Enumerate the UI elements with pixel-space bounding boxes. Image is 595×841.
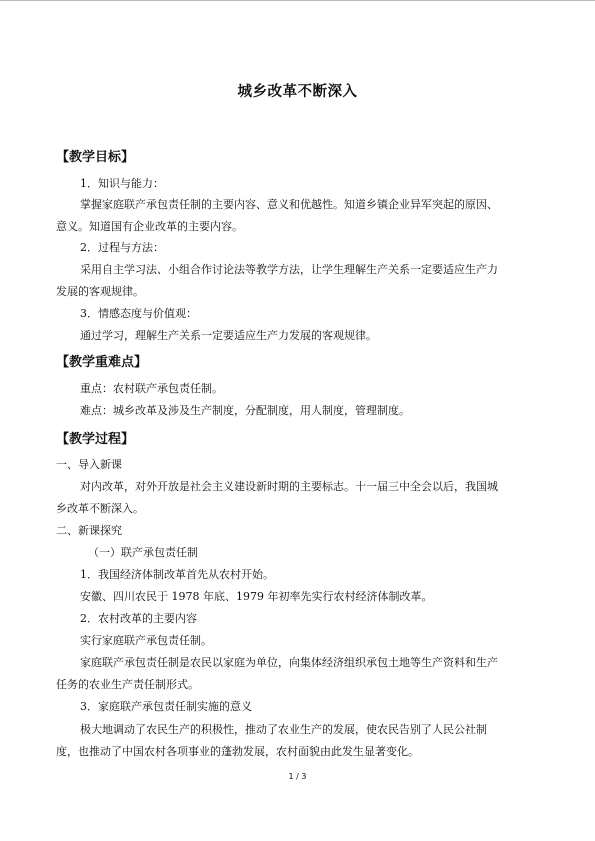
goal-item: 3．情感态度与价值观： (80, 307, 197, 320)
goal-item: 意义。知道国有企业改革的主要内容。 (56, 220, 243, 233)
process-item: 3．家庭联产承包责任制实施的意义 (80, 700, 252, 713)
keypoint-item: 重点：农村联产承包责任制。 (80, 382, 223, 395)
section-heading-keypoints: 【教学重难点】 (56, 355, 148, 370)
process-item: 任务的农业生产责任制形式。 (56, 678, 199, 691)
goal-item: 1．知识与能力： (80, 177, 164, 190)
process-item: 家庭联产承包责任制是农民以家庭为单位，向集体经济组织承包土地等生产资料和生产 (80, 656, 498, 669)
process-item: 度，也推动了中国农村各项事业的蓬勃发展，农村面貌由此发生显著变化。 (56, 745, 419, 758)
goal-item: 采用自主学习法、小组合作讨论法等教学方法，让学生理解生产关系一定要适应生产力 (80, 263, 498, 276)
process-item: 1．我国经济体制改革首先从农村开始。 (80, 568, 274, 581)
page-title: 城乡改革不断深入 (237, 84, 358, 100)
section-heading-goals: 【教学目标】 (56, 150, 135, 165)
process-item: 乡改革不断深入。 (56, 502, 144, 515)
process-item: 对内改革，对外开放是社会主义建设新时期的主要标志。十一届三中全会以后，我国城 (80, 480, 498, 493)
process-item: 一、导入新课 (56, 458, 122, 471)
process-item: 2．农村改革的主要内容 (80, 612, 197, 625)
header-rule (0, 0, 595, 1)
section-heading-process: 【教学过程】 (56, 432, 135, 447)
goal-item: 2．过程与方法： (80, 241, 164, 254)
goal-item: 通过学习，理解生产关系一定要适应生产力发展的客观规律。 (80, 329, 377, 342)
goal-item: 发展的客观规律。 (56, 285, 144, 298)
process-item: 二、新课探究 (56, 524, 122, 537)
goal-item: 掌握家庭联产承包责任制的主要内容、意义和优越性。知道乡镇企业异军突起的原因、 (80, 198, 498, 211)
process-item: （一）联产承包责任制 (88, 546, 198, 559)
keypoint-item: 难点：城乡改革及涉及生产制度，分配制度，用人制度，管理制度。 (80, 404, 410, 417)
process-item: 实行家庭联产承包责任制。 (80, 634, 212, 647)
process-item: 安徽、四川农民于 1978 年底、1979 年初率先实行农村经济体制改革。 (80, 590, 433, 603)
page-number: 1 / 3 (288, 772, 307, 781)
process-item: 极大地调动了农民生产的积极性，推动了农业生产的发展，使农民告别了人民公社制 (80, 723, 487, 736)
